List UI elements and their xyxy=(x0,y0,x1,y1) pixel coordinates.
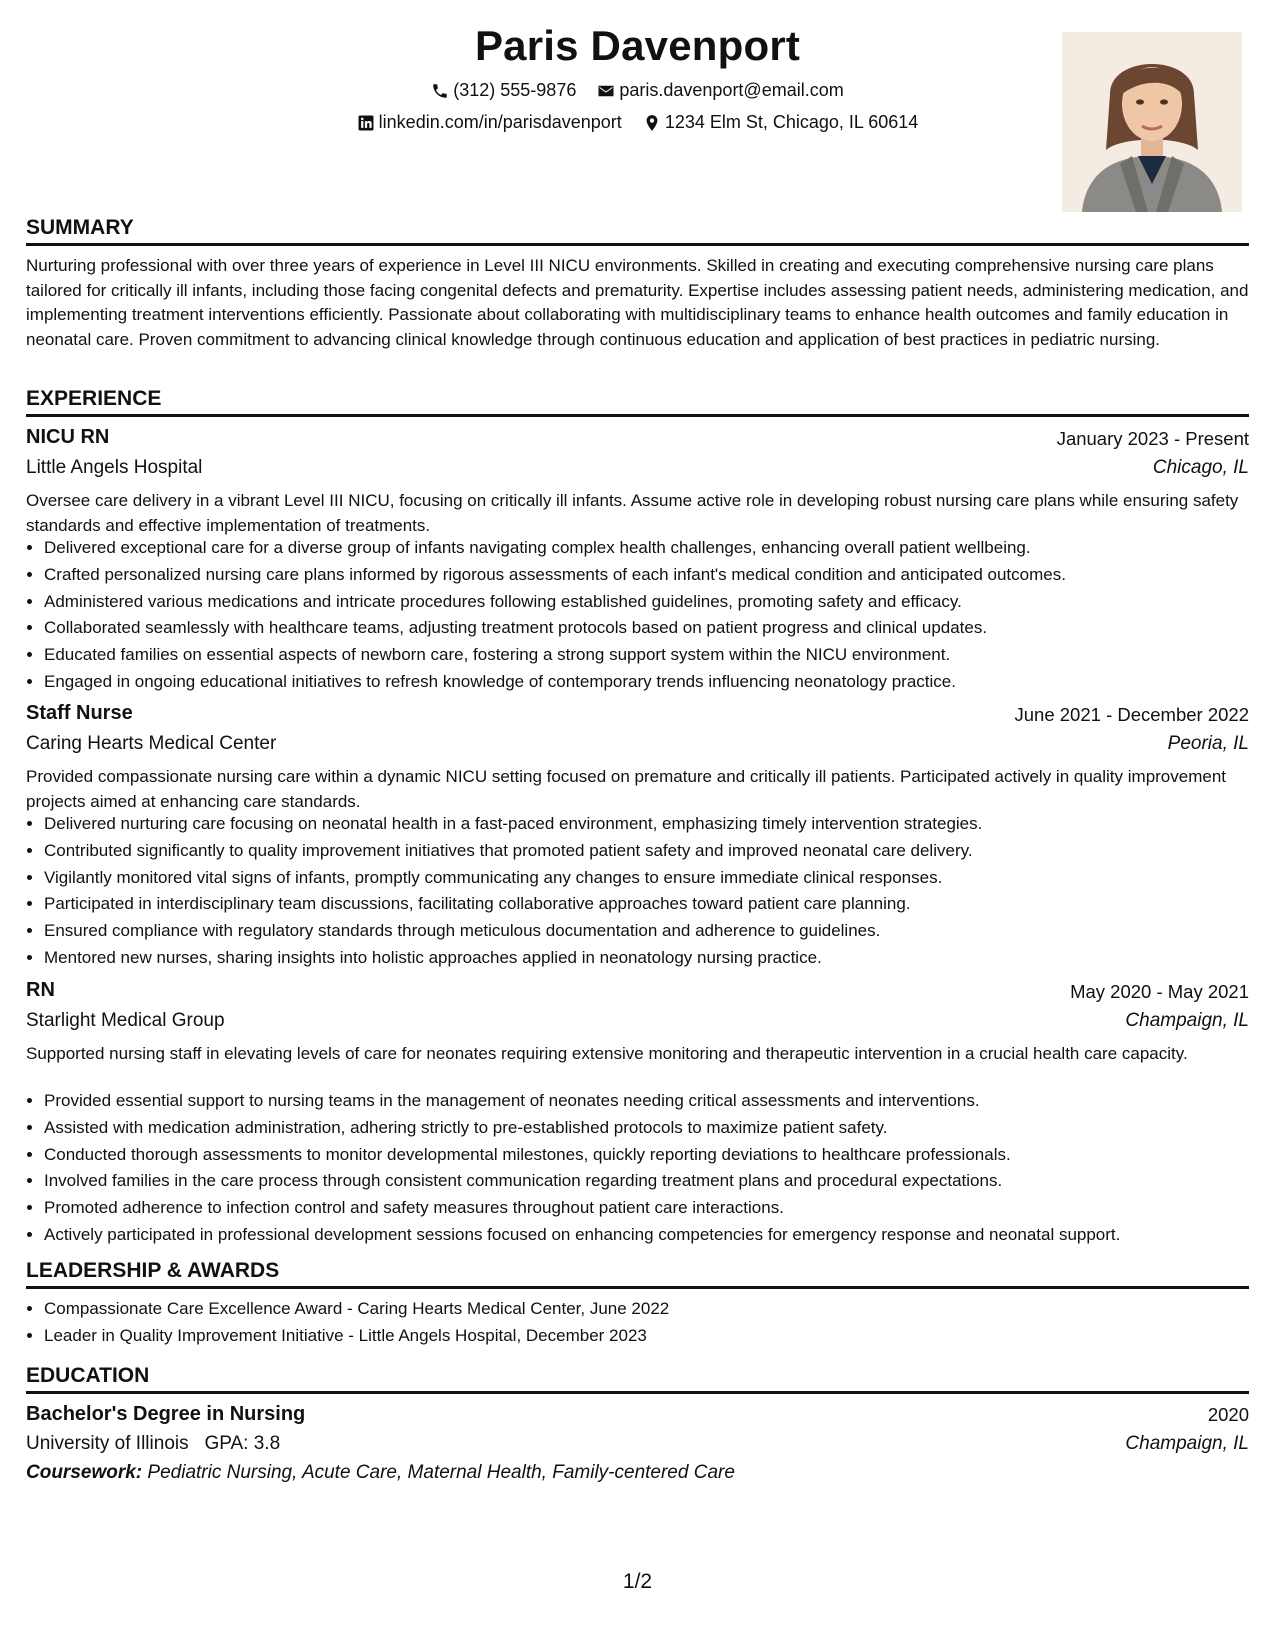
list-item: • Vigilantly monitored vital signs of infants, promptly communicating any changes to ensure immediate clinical responses. xyxy=(44,865,1267,892)
phone-icon xyxy=(431,82,449,100)
job-location: Peoria, IL xyxy=(1167,733,1249,754)
list-item: • Assisted with medication administration, adhering strictly to pre-established protocols to maximize patient safety. xyxy=(44,1115,1267,1142)
section-title-education: EDUCATION xyxy=(26,1364,1249,1394)
address-text: 1234 Elm St, Chicago, IL 60614 xyxy=(664,112,919,132)
profile-photo xyxy=(1062,32,1242,212)
linkedin-item[interactable] xyxy=(357,112,622,133)
list-item: • Delivered exceptional care for a diverse group of infants navigating complex health challenges, enhancing overall patient wellbeing. xyxy=(44,535,1267,562)
list-item: • Provided essential support to nursing teams in the management of neonates needing critical assessments and interventions. xyxy=(44,1088,1267,1115)
job-dates: May 2020 - May 2021 xyxy=(1070,981,1249,1002)
linkedin-text: linkedin.com/in/parisdavenport xyxy=(378,112,622,132)
summary-text: Nurturing professional with over three years of experience in Level III NICU environments. Skilled in creating and executing comprehensive nursing care plans tailored for critically ill infants, including those facing congenital defects and prematurity. Expertise includes assessing patient needs, administering medication, and implementing treatment interventions efficiently. Passionate about collaborating with multidisciplinary teams to enhance health outcomes and family education in neonatal care. Proven commitment to advancing clinical knowledge through continuous education and application of best practices in pediatric nursing. xyxy=(26,256,1249,349)
school-name: University of Illinois xyxy=(26,1433,189,1454)
email-text: paris.davenport@email.com xyxy=(619,80,844,100)
job-bullets xyxy=(26,811,1267,972)
list-item: • Promoted adherence to infection control and safety measures throughout patient care interactions. xyxy=(44,1195,1267,1222)
address-item xyxy=(643,112,919,133)
job-description: Oversee care delivery in a vibrant Level III NICU, focusing on critically ill infants. Assume active role in developing robust nursing care plans while ensuring safety standards and effective implementation of treatments. xyxy=(26,491,1239,535)
phone-text: (312) 555-9876 xyxy=(453,80,577,100)
section-title-experience: EXPERIENCE xyxy=(26,387,1249,417)
coursework-label: Coursework: xyxy=(26,1462,143,1483)
job-bullets xyxy=(26,535,1267,696)
list-item: • Crafted personalized nursing care plans informed by rigorous assessments of each infant's medical condition and anticipated outcomes. xyxy=(44,562,1267,589)
location-pin-icon xyxy=(643,114,661,132)
job-dates: June 2021 - December 2022 xyxy=(1014,704,1249,725)
job-dates: January 2023 - Present xyxy=(1056,428,1249,449)
list-item: • Delivered nurturing care focusing on neonatal health in a fast-paced environment, emphasizing timely intervention strategies. xyxy=(44,811,1267,838)
school-line xyxy=(26,1433,280,1455)
gpa: GPA: 3.8 xyxy=(204,1433,281,1454)
resume-page xyxy=(26,0,1249,1650)
job-organization: Caring Hearts Medical Center xyxy=(26,733,277,754)
list-item: • Collaborated seamlessly with healthcare teams, adjusting treatment protocols based on patient progress and clinical updates. xyxy=(44,615,1267,642)
list-item: • Actively participated in professional development sessions focused on enhancing competencies for emergency response and neonatal support. xyxy=(44,1222,1267,1249)
list-item: • Educated families on essential aspects of newborn care, fostering a strong support system within the NICU environment. xyxy=(44,642,1267,669)
email-icon xyxy=(597,82,615,100)
list-item: • Ensured compliance with regulatory standards through meticulous documentation and adherence to guidelines. xyxy=(44,918,1267,945)
coursework-line xyxy=(26,1462,735,1484)
job-organization: Little Angels Hospital xyxy=(26,457,203,478)
list-item: • Contributed significantly to quality improvement initiatives that promoted patient safety and improved neonatal care delivery. xyxy=(44,838,1267,865)
candidate-name: Paris Davenport xyxy=(474,22,801,69)
job-description: Provided compassionate nursing care within a dynamic NICU setting focused on premature and critically ill patients. Participated actively in quality improvement projects aimed at enhancing care standards. xyxy=(26,767,1227,811)
degree-title: Bachelor's Degree in Nursing xyxy=(26,1403,306,1425)
job-organization: Starlight Medical Group xyxy=(26,1010,225,1031)
coursework-text: Pediatric Nursing, Acute Care, Maternal Health, Family-centered Care xyxy=(147,1462,735,1483)
job-bullets xyxy=(26,1088,1267,1249)
list-item: • Involved families in the care process through consistent communication regarding treatment plans and procedural expectations. xyxy=(44,1168,1267,1195)
email-item[interactable] xyxy=(597,80,843,101)
job-location: Champaign, IL xyxy=(1125,1010,1249,1031)
graduation-year: 2020 xyxy=(1207,1404,1249,1425)
list-item: • Conducted thorough assessments to monitor developmental milestones, quickly reporting deviations to healthcare professionals. xyxy=(44,1142,1267,1169)
page-number: 1/2 xyxy=(622,1570,653,1593)
list-item: • Engaged in ongoing educational initiatives to refresh knowledge of contemporary trends influencing neonatology practice. xyxy=(44,669,1267,696)
list-item: • Compassionate Care Excellence Award - Caring Hearts Medical Center, June 2022 xyxy=(44,1296,1267,1323)
job-title: NICU RN xyxy=(26,426,110,448)
school-location: Champaign, IL xyxy=(1125,1433,1249,1454)
phone-item xyxy=(431,80,576,101)
list-item: • Administered various medications and intricate procedures following established guidelines, promoting safety and efficacy. xyxy=(44,589,1267,616)
job-title: Staff Nurse xyxy=(26,702,133,724)
section-title-summary: SUMMARY xyxy=(26,216,1249,246)
list-item: • Mentored new nurses, sharing insights into holistic approaches applied in neonatology nursing practice. xyxy=(44,945,1267,972)
job-description: Supported nursing staff in elevating levels of care for neonates requiring extensive monitoring and therapeutic intervention in a crucial health care capacity. xyxy=(26,1044,1188,1063)
list-item: • Participated in interdisciplinary team discussions, facilitating collaborative approaches toward patient care planning. xyxy=(44,891,1267,918)
awards-list xyxy=(26,1296,1267,1350)
linkedin-icon xyxy=(357,114,375,132)
list-item: • Leader in Quality Improvement Initiative - Little Angels Hospital, December 2023 xyxy=(44,1323,1267,1350)
section-title-awards: LEADERSHIP & AWARDS xyxy=(26,1259,1249,1289)
job-location: Chicago, IL xyxy=(1152,457,1249,478)
job-title: RN xyxy=(26,979,55,1001)
